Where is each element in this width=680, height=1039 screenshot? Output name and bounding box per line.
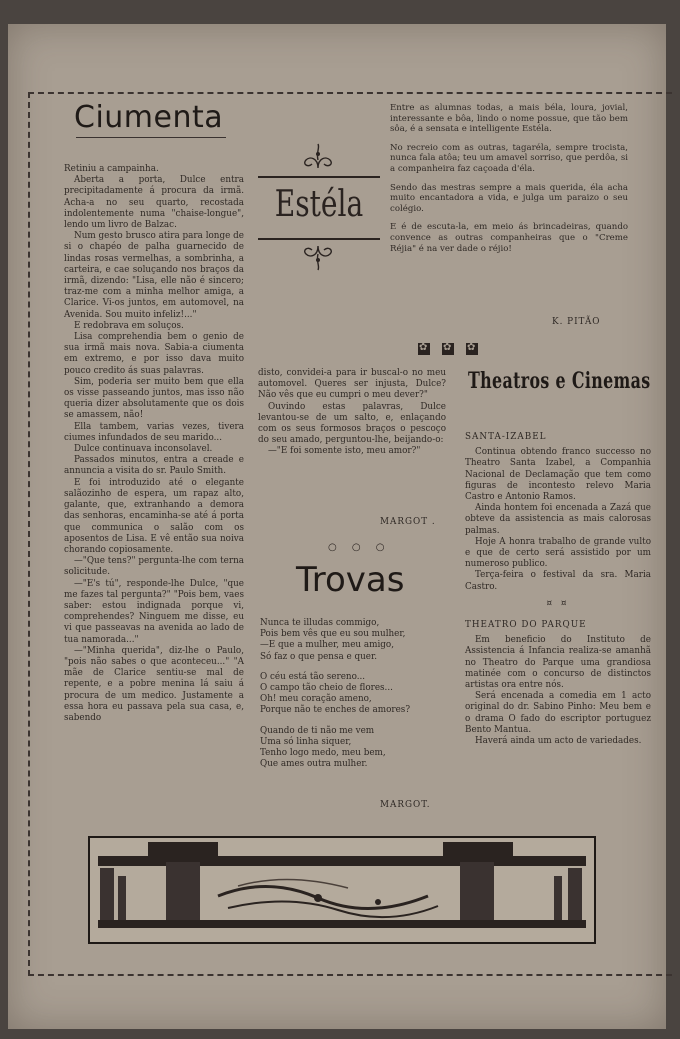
story-paragraph: disto, convidei-a para ir buscal-o no meu automovel. Queres ser injusta, Dulce? Não vês que eu cumpri o meu dever?"	[258, 368, 446, 401]
news-paragraph: Hoje A honra trabalho de grande vulto e que de certo será assistido por um numeroso publico.	[465, 536, 651, 570]
story-paragraph: —"E foi somente isto, meu amor?"	[268, 446, 421, 457]
estela-top-rule	[258, 176, 380, 178]
section-divider-ornaments	[418, 340, 490, 359]
story-paragraph: E foi introduzido até o elegante salãozinho de espera, um rapaz alto, galante, que, extranhando a demora das senhoras, encaminha-se até á porta que communica o salão com os aposentos de Lisa. E vê então sua noiva chorando copiosamente.	[64, 477, 244, 555]
section-divider: ¤ ¤	[546, 598, 570, 609]
poem-line: Nunca te illudas commigo,	[260, 618, 380, 628]
news-paragraph: Continua obtendo franco successo no Theatro Santa Izabel, a Companhia Nacional de Declamação que tem como figuras de incontesto relevo Maria Castro e Antonio Ramos.	[465, 447, 651, 503]
estela-signature: K. PITÃO	[552, 317, 601, 327]
poem-line: O céu está tão sereno...	[260, 671, 366, 682]
flourish-ornament-icon	[298, 142, 338, 170]
trovas-signature: MARGOT.	[380, 800, 431, 810]
ciumenta-title: Ciumenta	[74, 100, 224, 135]
news-paragraph: Em beneficio do Instituto de Assistencia á Infancia realiza-se amanhã no Theatro do Parque uma grandiosa matinée com o concurso de distinctos artistas ora entre nós.	[465, 635, 651, 691]
poem-line: Que ames outra mulher.	[260, 759, 368, 770]
trovas-title: Trovas	[296, 560, 405, 600]
estela-title-box	[258, 140, 380, 280]
square-ornament-icon	[442, 343, 454, 355]
story-paragraph: —"E's tú", responde-lhe Dulce, "que me fazes tal pergunta?" "Pois bem, vaes saber: estou indignada porque vi, comprehendes? Ninguem me disse, eu vi que passeavas na avenida ao lado de tua namorada..."	[64, 578, 244, 645]
news-paragraph: Terça-feira o festival da sra. Maria Castro.	[465, 570, 651, 592]
poem-line: Pois bem vês que eu sou mulher,	[260, 629, 406, 640]
news-paragraph: Ainda hontem foi encenada a Zazá que obteve da assistencia as mais calorosas palmas.	[465, 503, 651, 536]
poem-stanza: Entre as alumnas todas, a mais béla, loura, jovial, interessante e bôa, lindo o nome possue, que tão bem sôa, é a sensata e intelligente Estéla.	[390, 103, 628, 135]
poem-line: Tenho logo medo, meu bem,	[260, 748, 386, 759]
ciumenta-continuation-column	[258, 368, 446, 458]
section-heading: SANTA-IZABEL	[465, 432, 547, 442]
news-paragraph: Será encenada a comedia em 1 acto original do dr. Sabino Pinho: Meu bem e o drama O fado do escriptor portuguez Bento Mantua.	[465, 691, 651, 735]
story-paragraph: E redobrava em soluços.	[74, 320, 184, 331]
circle-ornaments: ○ ○ ○	[328, 542, 391, 553]
poem-line: Quando de ti não me vem	[260, 725, 375, 736]
estela-bottom-rule	[258, 238, 380, 240]
flourish-ornament-icon	[298, 244, 338, 272]
poem-stanza	[260, 672, 450, 717]
story-paragraph: Num gesto brusco atira para longe de si o chapéo de palha guarnecido de lindas rosas vermelhas, a sombrinha, a carteira, e cae soluçando nos braços da irmã, dizendo: "Lisa, elle não é sincero; traz-me com a minha melhor amiga, a Clarice. Vi-os juntos, em automovel, na Avenida. Sou muito infeliz!..."	[64, 231, 244, 320]
poem-line: Uma só linha siquer,	[260, 736, 352, 747]
story-paragraph: Aberta a porta, Dulce entra precipitadamente á procura da irmã. Acha-a no seu quarto, recostada indolentemente numa "chaise-longue", lendo um livro de Balzac.	[64, 175, 244, 231]
theatros-title: Theatros e Cinemas	[468, 368, 651, 394]
story-paragraph: Lisa comprehendia bem o genio de sua irmã mais nova. Sabia-a ciumenta em extremo, e por isso dava muito pouco credito ás suas palavras.	[64, 332, 244, 376]
title-underline	[76, 137, 226, 138]
section-heading: THEATRO DO PARQUE	[465, 620, 587, 631]
story-paragraph: Ouvindo estas palavras, Dulce levantou-se de um salto, e, enlaçando com os seus formosos braços o pescoço do seu amado, perguntou-lhe, beijando-o:	[258, 401, 446, 446]
story-paragraph: Dulce continuava inconsolavel.	[74, 444, 213, 455]
story-paragraph: —"Minha querida", diz-lhe o Paulo, "pois não sabes o que aconteceu..." "A mãe de Clarice sentiu-se mal de repente, e a pobre menina lá saiu á procura de um medico. Justamente a essa hora eu passava pela sua casa, e, sabendo	[64, 645, 244, 723]
trovas-poem	[260, 618, 450, 779]
poem-line: Porque não te enches de amores?	[260, 705, 411, 716]
poem-stanza: E é de escuta-la, em meio ás brincadeiras, quando convence as outras companheiras que o "Creme Réjia" é na ver dade o réjio!	[390, 222, 628, 254]
balustrade-illustration	[88, 836, 596, 944]
poem-line: —E que a mulher, meu amigo,	[260, 640, 395, 651]
story-paragraph: —"Que tens?" pergunta-lhe com terna solicitude.	[64, 556, 244, 578]
poem-stanza: Sendo das mestras sempre a mais querida, éla acha muito encantadora a vida, e julga um paraizo o seu colégio.	[390, 182, 628, 214]
square-ornament-icon	[466, 343, 478, 355]
poem-stanza	[260, 726, 450, 771]
poem-line: O campo tão cheio de flores...	[260, 683, 393, 694]
theatros-column	[465, 428, 651, 747]
story-paragraph: Passados minutos, entra a creade e annuncia a visita do sr. Paulo Smith.	[64, 455, 244, 477]
ciumenta-story-column	[64, 164, 244, 724]
estela-poem	[390, 103, 628, 254]
square-ornament-icon	[418, 343, 430, 355]
poem-line: Oh! meu coração ameno,	[260, 694, 372, 705]
poem-stanza: No recreio com as outras, tagaréla, sempre trocista, nunca fala atôa; teu um amavel sorriso, que perdôa, si a companheira faz caçoada d'éla.	[390, 142, 628, 174]
news-paragraph: Haverá ainda um acto de variedades.	[475, 736, 642, 747]
estela-title: Estéla	[274, 184, 364, 225]
story-paragraph: Retiniu a campainha.	[64, 164, 159, 174]
ciumenta-signature: MARGOT .	[380, 517, 436, 527]
poem-stanza	[260, 618, 450, 663]
poem-line: Só faz o que pensa e quer.	[260, 651, 378, 662]
story-paragraph: Sim, poderia ser muito bem que ella os visse passeando juntos, mas isso não queria dizer absolutamente que os dois se amassem, não!	[64, 376, 244, 421]
story-paragraph: Ella tambem, varias vezes, tivera ciumes infundados de seu marido...	[64, 421, 244, 443]
